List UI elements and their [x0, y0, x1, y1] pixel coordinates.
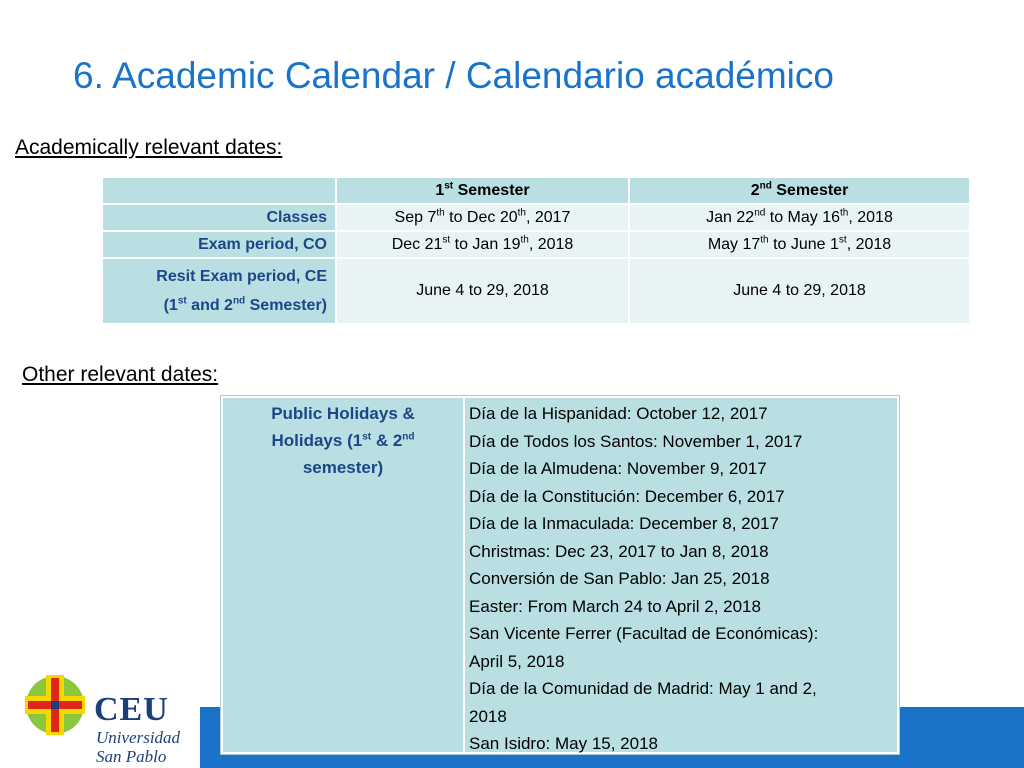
table-header-row: [102, 177, 970, 204]
academic-dates-heading: Academically relevant dates:: [15, 136, 283, 159]
exam-semester-1: Dec 21st to Jan 19th, 2018: [336, 231, 629, 258]
list-item: Día de la Hispanidad: October 12, 2017: [469, 404, 768, 423]
list-item: Día de la Constitución: December 6, 2017: [469, 486, 785, 506]
list-item: April 5, 2018: [469, 651, 565, 671]
list-item: Día de la Inmaculada: December 8, 2017: [469, 514, 779, 533]
header-empty: [102, 177, 336, 204]
row-label-classes: Classes: [102, 204, 336, 231]
holidays-divider: [463, 398, 465, 752]
ceu-cross-icon: [25, 675, 85, 735]
list-item: Día de la Almudena: November 9, 2017: [469, 459, 767, 478]
classes-semester-1: Sep 7th to Dec 20th, 2017: [336, 204, 629, 231]
other-dates-heading: Other relevant dates:: [22, 363, 219, 386]
academic-dates-table: [101, 176, 971, 325]
resit-semester-2: June 4 to 29, 2018: [629, 258, 970, 324]
holidays-table: [221, 396, 899, 754]
list-item: Día de la Comunidad de Madrid: May 1 and 2,: [469, 679, 817, 698]
logo-wordmark: CEU: [94, 691, 169, 728]
table-row: [102, 258, 970, 324]
list-item: San Vicente Ferrer (Facultad de Económicas):: [469, 624, 819, 643]
list-item: San Isidro: May 15, 2018: [469, 734, 659, 753]
logo-university-name: Universidad San Pablo: [96, 728, 181, 766]
list-item: Conversión de San Pablo: Jan 25, 2018: [469, 569, 770, 588]
table-row: [102, 231, 970, 258]
row-label-exam-period: Exam period, CO: [102, 231, 336, 258]
list-item: Christmas: Dec 23, 2017 to Jan 8, 2018: [469, 541, 769, 561]
resit-semester-1: June 4 to 29, 2018: [336, 258, 629, 324]
slide-title: 6. Academic Calendar / Calendario académico: [73, 55, 834, 96]
classes-semester-2: Jan 22nd to May 16th, 2018: [629, 204, 970, 231]
row-label-resit: Resit Exam period, CE (1st and 2nd Semester): [102, 258, 336, 324]
header-semester-2: 2nd Semester: [629, 177, 970, 204]
list-item: 2018: [469, 706, 507, 726]
list-item: Día de Todos los Santos: November 1, 2017: [469, 431, 803, 451]
exam-semester-2: May 17th to June 1st, 2018: [629, 231, 970, 258]
holidays-label: Public Holidays & Holidays (1st & 2nd semester): [271, 404, 415, 477]
table-row: [102, 204, 970, 231]
header-semester-1: 1st Semester: [336, 177, 629, 204]
list-item: Easter: From March 24 to April 2, 2018: [469, 596, 761, 616]
holidays-list: [469, 400, 889, 758]
